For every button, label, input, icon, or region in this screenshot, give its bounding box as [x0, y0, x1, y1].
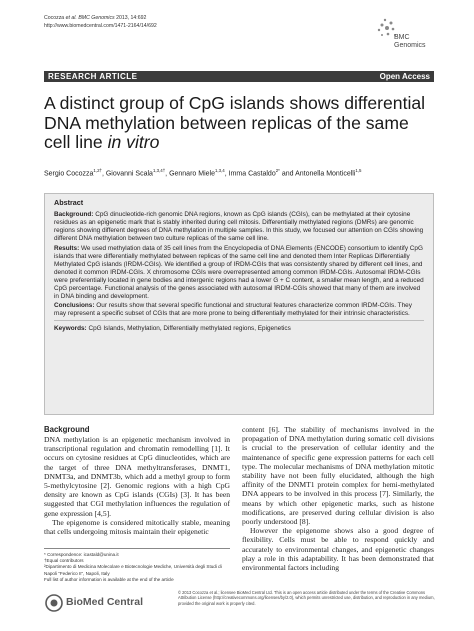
citation-line: [44, 14, 157, 22]
body-paragraph: DNA methylation is an epigenetic mechanism involved in transcriptional regulation and chromatin remodelling [1]. It occurs on cytosine residues at CpG dinucleotides, which are the target of three DNA methyltransferases, DNMT1, DNMT3a, and DNMT3b, which add a methyl group to form 5-methylcytosine [2]. Genomic regions with a high CpG density are known as CpG islands (CGIs) [3]. It has been suggested that CGI methylation influences the regulation of gene expression [4,5].: [44, 435, 230, 518]
author[interactable]: Antonella Monticelli: [295, 170, 356, 178]
biomed-central-logo-text: BioMed Central: [66, 596, 144, 608]
author-list: [44, 166, 436, 178]
body-paragraph: However the epigenome shows also a good degree of flexibility. Cells must be able to respond quickly and accurately to environmental changes, and epigenetic changes play a role in this adaptability. It has been demonstrated that environmental factors including: [242, 526, 434, 573]
background-label: Background:: [54, 211, 94, 218]
author-separator: ,: [101, 170, 106, 178]
author-separator: and: [279, 170, 296, 178]
article-type-band: [44, 71, 434, 82]
results-text: We used methylation data of 35 cell lines from the Encyclopedia of DNA Elements (ENCODE) consortium to identify CpG islands that were differentially methylated between replicas of the same cell line and denoted them Inter Replicas Differentially Methylated CpG islands (IRDM-CGIs). We identified a group of IRDM-CGIs that was consistently shared by different cell lines, and denoted it common IRDM-CGIs. X chromosome CGIs were overrepresented among common IRDM-CGIs. Autosomal IRDM-CGIs were preferentially located in gene bodies and intergenic regions had a lower G + C content, a smaller mean length, and a reduced CpG percentage. Functional analysis of the genes associated with autosomal IRDM-CGIs showed that many of them are involved in DNA binding and development.: [54, 244, 424, 300]
abstract-heading: Abstract: [54, 198, 84, 207]
section-heading-background: Background: [44, 425, 90, 434]
author-affiliation-sup: 2*: [275, 168, 280, 173]
article-type-label: RESEARCH ARTICLE: [48, 72, 138, 81]
body-column-left: [44, 425, 230, 536]
author-affiliation-sup: 1,3,4: [214, 168, 225, 173]
page-footer: [44, 590, 436, 618]
author-affiliation-sup: 1,2†: [93, 168, 102, 173]
author[interactable]: Gennaro Miele: [169, 170, 215, 178]
abstract-background: [54, 211, 424, 243]
author-info-note: Full list of author information is available at the end of the article: [44, 576, 174, 582]
abstract-body: [54, 211, 424, 335]
open-access-label: Open Access: [379, 72, 430, 81]
author[interactable]: Giovanni Scala: [105, 170, 153, 178]
citation-authors: Cocozza: [44, 15, 66, 21]
keywords-text: CpG Islands, Methylation, Differentially methylated regions, Epigenetics: [86, 325, 291, 333]
title-main: A distinct group of CpG islands shows differential DNA methylation between replicas of the same cell line: [44, 93, 426, 152]
journal-logo-text: [394, 34, 426, 50]
conclusions-label: Conclusions:: [54, 302, 95, 310]
body-paragraph: content [6]. The stability of mechanisms involved in the propagation of DNA methylation during somatic cell divisions is crucial to the preservation of cellular identity and the maintenance of specific gene expression patterns for each cell type. The molecular mechanisms of DNA methylation mitotic stability have not been fully elucidated, although the high affinity of the DNMT1 protein complex for hemi-methylated DNA appears to be involved in this process [7]. Similarly, the means by which other epigenetic marks, such as histone modifications, are preserved during cellular division is also poorly understood [8].: [242, 425, 434, 527]
affiliation-note: ²Dipartimento di Medicina Molecolare e Biotecnologie Mediche, Università degli Studi di Napoli “Federico II”, Napoli, Italy: [44, 564, 222, 576]
abstract-keywords: [54, 320, 424, 333]
body-column-right: [242, 425, 434, 572]
equal-contribution-note: †Equal contributors: [44, 558, 84, 564]
footnotes: [44, 548, 230, 583]
logo-line-genomics: Genomics: [394, 42, 426, 49]
logo-line-bmc: BMC: [394, 34, 410, 41]
conclusions-text: Our results show that several specific functional and structural features characterize common IRDM-CGIs. They may represent a specific subset of CGIs that are more prone to being differentially methylated for their intrinsic characteristics.: [54, 302, 412, 318]
author-separator: ,: [224, 170, 229, 178]
author[interactable]: Imma Castaldo: [228, 170, 276, 178]
correspondence-note: * Correspondence: icastald@unina.it: [44, 552, 119, 557]
body-paragraph: The epigenome is considered mitotically stable, meaning that cells undergoing mitosis maintain their epigenetic: [44, 517, 230, 537]
abstract-results: [54, 245, 424, 301]
biomed-central-icon: [44, 593, 64, 613]
abstract-box: [44, 193, 434, 415]
results-label: Results:: [54, 244, 80, 252]
citation-etal: et al.: [65, 15, 77, 21]
citation-journal: BMC Genomics: [78, 15, 115, 21]
author-affiliation-sup: 1,5: [355, 168, 362, 173]
article-url[interactable]: http://www.biomedcentral.com/1471-2164/14/692: [44, 23, 157, 29]
running-header: [44, 14, 157, 30]
title-italic: in vitro: [107, 132, 160, 152]
background-text: CpG dinucleotide-rich genomic DNA regions, known as CpG islands (CGIs), can be methylated at their cytosine residues as an epigenetic mark that is stably inherited during cell mitosis. Differentially methylated regions (DMRs) are genomic regions showing different degrees of DNA methylation in multiple samples. In this study, we focused our attention on CGIs showing different DNA methylation between two culture replicas of the same cell line.: [54, 211, 424, 242]
abstract-conclusions: [54, 302, 424, 318]
license-text: © 2013 Cocozza et al.; licensee BioMed Central Ltd. This is an open access article distributed under the terms of the Creative Commons Attribution License (http://creativecommons.org/licenses/by/2.0), which permits unrestricted use, distribution, and reproduction in any medium, provided the original work is properly cited.: [178, 590, 435, 606]
author-affiliation-sup: 1,3,4†: [152, 168, 166, 173]
author-separator: ,: [165, 170, 170, 178]
keywords-label: Keywords:: [54, 325, 87, 333]
citation-volume: 2013, 14:692: [114, 15, 147, 21]
author[interactable]: Sergio Cocozza: [44, 170, 94, 178]
biomed-central-logo: [44, 593, 144, 613]
article-title: [44, 94, 436, 153]
